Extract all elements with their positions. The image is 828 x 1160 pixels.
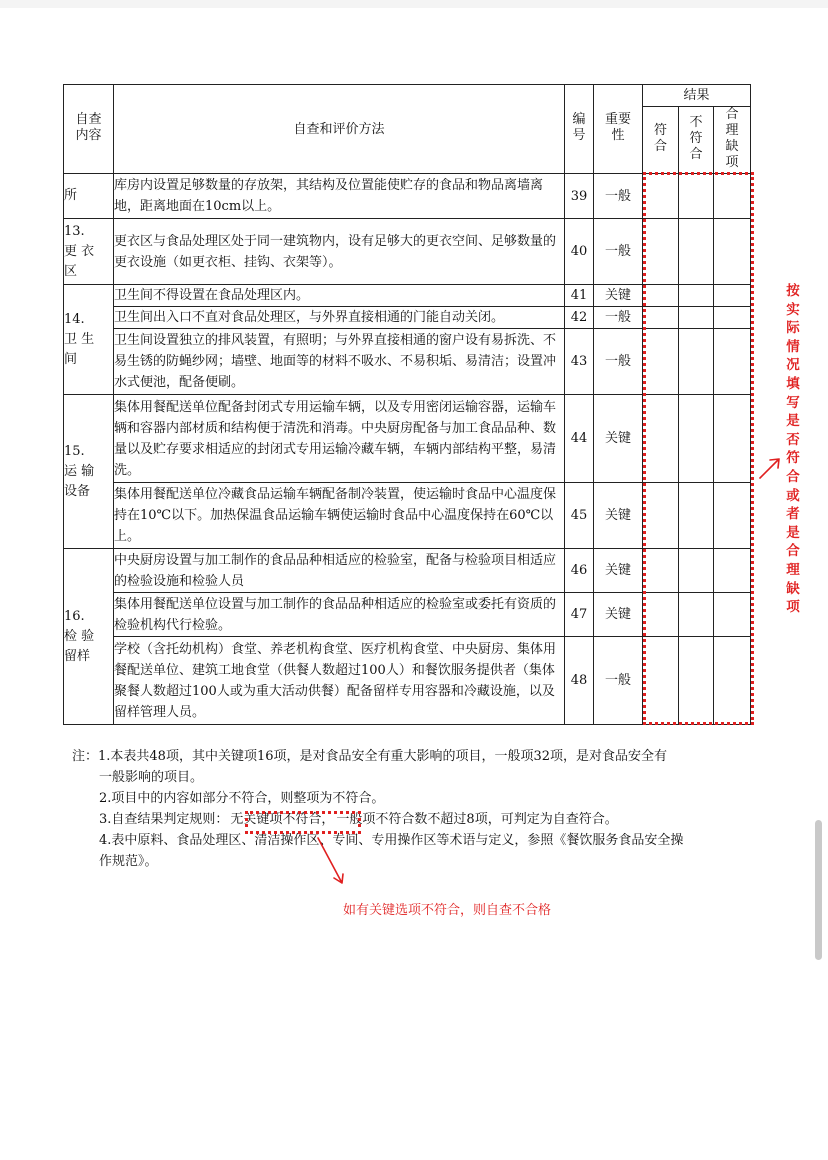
section-label: 13. 更 衣 区: [64, 219, 114, 285]
method-cell: 卫生间出入口不直对食品处理区，与外界直接相通的门能自动关闭。: [114, 307, 565, 329]
section-label: 14. 卫 生 间: [64, 285, 114, 395]
section-label: 16. 检 验 留样: [64, 549, 114, 725]
note-3-key-rule: 无关键项不符合，: [230, 812, 335, 827]
importance-cell: 关键: [594, 593, 643, 637]
item-number: 44: [565, 395, 594, 483]
item-number: 43: [565, 329, 594, 395]
header-result: 结果: [643, 85, 751, 107]
method-cell: 集体用餐配送单位冷藏食品运输车辆配备制冷装置，使运输时食品中心温度保持在10℃以下。加热保温食品运输车辆使运输时食品中心温度保持在60℃以上。: [114, 483, 565, 549]
item-number: 39: [565, 174, 594, 219]
method-cell: 卫生间不得设置在食品处理区内。: [114, 285, 565, 307]
importance-cell: 一般: [594, 637, 643, 725]
importance-cell: 一般: [594, 174, 643, 219]
section-label: 所: [64, 174, 114, 219]
item-number: 47: [565, 593, 594, 637]
importance-cell: 一般: [594, 219, 643, 285]
section-label: 15. 运 输 设备: [64, 395, 114, 549]
importance-cell: 关键: [594, 285, 643, 307]
header-section: 自查内容: [64, 85, 114, 174]
bottom-annotation: 如有关键选项不符合，则自查不合格: [343, 903, 552, 918]
importance-cell: 关键: [594, 483, 643, 549]
note-4-cont: 作规范》。: [99, 854, 158, 869]
note-3-rest: 一般项不符合数不超过8项，可判定为自查符合。: [336, 812, 618, 827]
side-arrow-icon: [760, 459, 779, 478]
note-2: 2.项目中的内容如部分不符合，则整项为不符合。: [99, 791, 385, 806]
item-number: 48: [565, 637, 594, 725]
scrollbar-thumb[interactable]: [815, 820, 822, 960]
importance-cell: 一般: [594, 307, 643, 329]
header-number: 编号: [565, 85, 594, 174]
importance-cell: 关键: [594, 549, 643, 593]
bottom-arrow-icon: [318, 838, 343, 883]
method-cell: 中央厨房设置与加工制作的食品品种相适应的检验室，配备与检验项目相适应的检验设施和检验人员: [114, 549, 565, 593]
item-number: 46: [565, 549, 594, 593]
method-cell: 集体用餐配送单位设置与加工制作的食品品种相适应的检验室或委托有资质的检验机构代行检验。: [114, 593, 565, 637]
method-cell: 库房内设置足够数量的存放架，其结构及位置能使贮存的食品和物品离墙离地，距离地面在10cm以上。: [114, 174, 565, 219]
header-nonconform: 不符合: [679, 107, 714, 174]
note-4: 4.表中原料、食品处理区、清洁操作区、专间、专用操作区等术语与定义，参照《餐饮服务食品安全操: [99, 833, 684, 848]
note-3-prefix: 3.自查结果判定规则：: [99, 812, 229, 827]
method-cell: 更衣区与食品处理区处于同一建筑物内，设有足够大的更衣空间、足够数量的更衣设施（如更衣柜、挂钩、衣架等）。: [114, 219, 565, 285]
note-1-cont: 一般影响的项目。: [99, 770, 204, 785]
item-number: 41: [565, 285, 594, 307]
side-annotation: 按实际情况填写是否符合或者是合理缺项: [786, 283, 800, 616]
note-1: 注：1.本表共48项，其中关键项16项，是对食品安全有重大影响的项目，一般项32项，是对食品安全有: [72, 749, 668, 764]
header-missing: 合理缺项: [714, 107, 751, 174]
item-number: 45: [565, 483, 594, 549]
header-conform: 符合: [643, 107, 679, 174]
method-cell: 学校（含托幼机构）食堂、养老机构食堂、医疗机构食堂、中央厨房、集体用餐配送单位、建筑工地食堂（供餐人数超过100人）和餐饮服务提供者（集体聚餐人数超过100人或为重大活动供餐）配备留样专用容器和冷藏设施，以及留样管理人员。: [114, 637, 565, 725]
importance-cell: 一般: [594, 329, 643, 395]
item-number: 42: [565, 307, 594, 329]
importance-cell: 关键: [594, 395, 643, 483]
header-method: 自查和评价方法: [114, 85, 565, 174]
item-number: 40: [565, 219, 594, 285]
header-importance: 重要性: [594, 85, 643, 174]
method-cell: 集体用餐配送单位配备封闭式专用运输车辆，以及专用密闭运输容器，运输车辆和容器内部材质和结构便于清洗和消毒。中央厨房配备与加工食品品种、数量以及贮存要求相适应的封闭式专用运输冷藏车辆，车辆内部结构平整，易清洗。: [114, 395, 565, 483]
method-cell: 卫生间设置独立的排风装置，有照明；与外界直接相通的窗户设有易拆洗、不易生锈的防蝇纱网；墙壁、地面等的材料不吸水、不易积垢、易清洁；设置冲水式便池，配备便刷。: [114, 329, 565, 395]
